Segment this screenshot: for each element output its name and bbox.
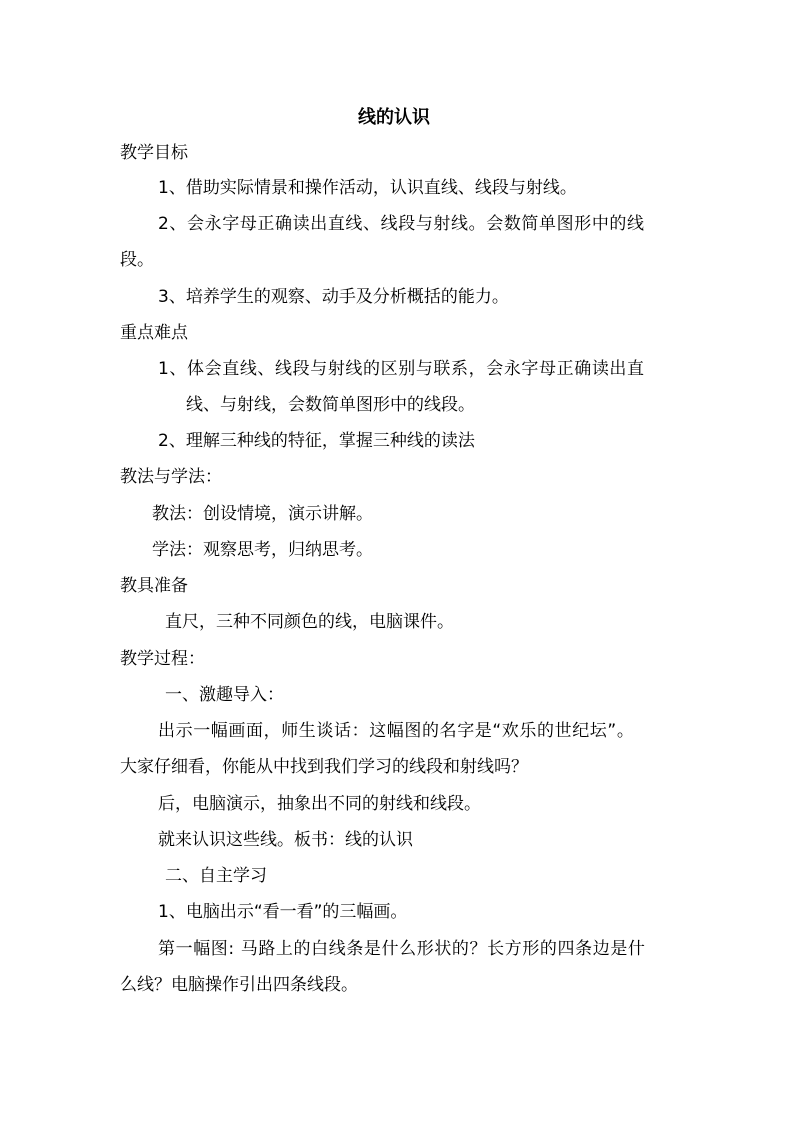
- part2-heading: 二、自主学习: [165, 866, 267, 886]
- key-point-1-line-1: 1、体会直线、线段与射线的区别与联系，会永字母正确读出直: [158, 359, 645, 379]
- objectives-heading: 教学目标: [120, 143, 188, 163]
- materials-content: 直尺，三种不同颜色的线，电脑课件。: [165, 612, 454, 632]
- process-paragraph-1-line-1: 出示一幅画面，师生谈话：这幅图的名字是“欢乐的世纪坛”。: [158, 721, 635, 741]
- key-point-1-line-2: 线、与射线，会数简单图形中的线段。: [186, 395, 475, 415]
- methods-heading: 教法与学法：: [120, 467, 222, 487]
- process-paragraph-4-line-1: 第一幅图: 马路上的白线条是什么形状的？长方形的四条边是什: [158, 939, 646, 959]
- process-paragraph-4-line-2: 么线？电脑操作引出四条线段。: [120, 975, 358, 995]
- key-point-2: 2、理解三种线的特征，掌握三种线的读法: [158, 431, 475, 451]
- process-paragraph-1-line-2: 大家仔细看，你能从中找到我们学习的线段和射线吗？: [120, 757, 528, 777]
- teaching-method: 教法：创设情境，演示讲解。: [152, 504, 373, 524]
- process-step-1: 1、电脑出示“看一看”的三幅画。: [158, 902, 408, 922]
- objective-item-2-line-1: 2、会永字母正确读出直线、线段与射线。会数简单图形中的线: [158, 214, 645, 234]
- page-title: 线的认识: [358, 107, 430, 128]
- objective-item-2-line-2: 段。: [120, 250, 154, 270]
- learning-method: 学法：观察思考，归纳思考。: [152, 540, 373, 560]
- objective-item-1: 1、借助实际情景和操作活动，认识直线、线段与射线。: [158, 178, 577, 198]
- process-heading: 教学过程：: [120, 649, 205, 669]
- process-paragraph-2: 后，电脑演示，抽象出不同的射线和线段。: [158, 794, 481, 814]
- part1-heading: 一、激趣导入：: [165, 685, 284, 705]
- key-points-heading: 重点难点: [120, 323, 188, 343]
- process-paragraph-3: 就来认识这些线。板书：线的认识: [158, 830, 413, 850]
- materials-heading: 教具准备: [120, 576, 188, 596]
- objective-item-3: 3、培养学生的观察、动手及分析概括的能力。: [158, 287, 509, 307]
